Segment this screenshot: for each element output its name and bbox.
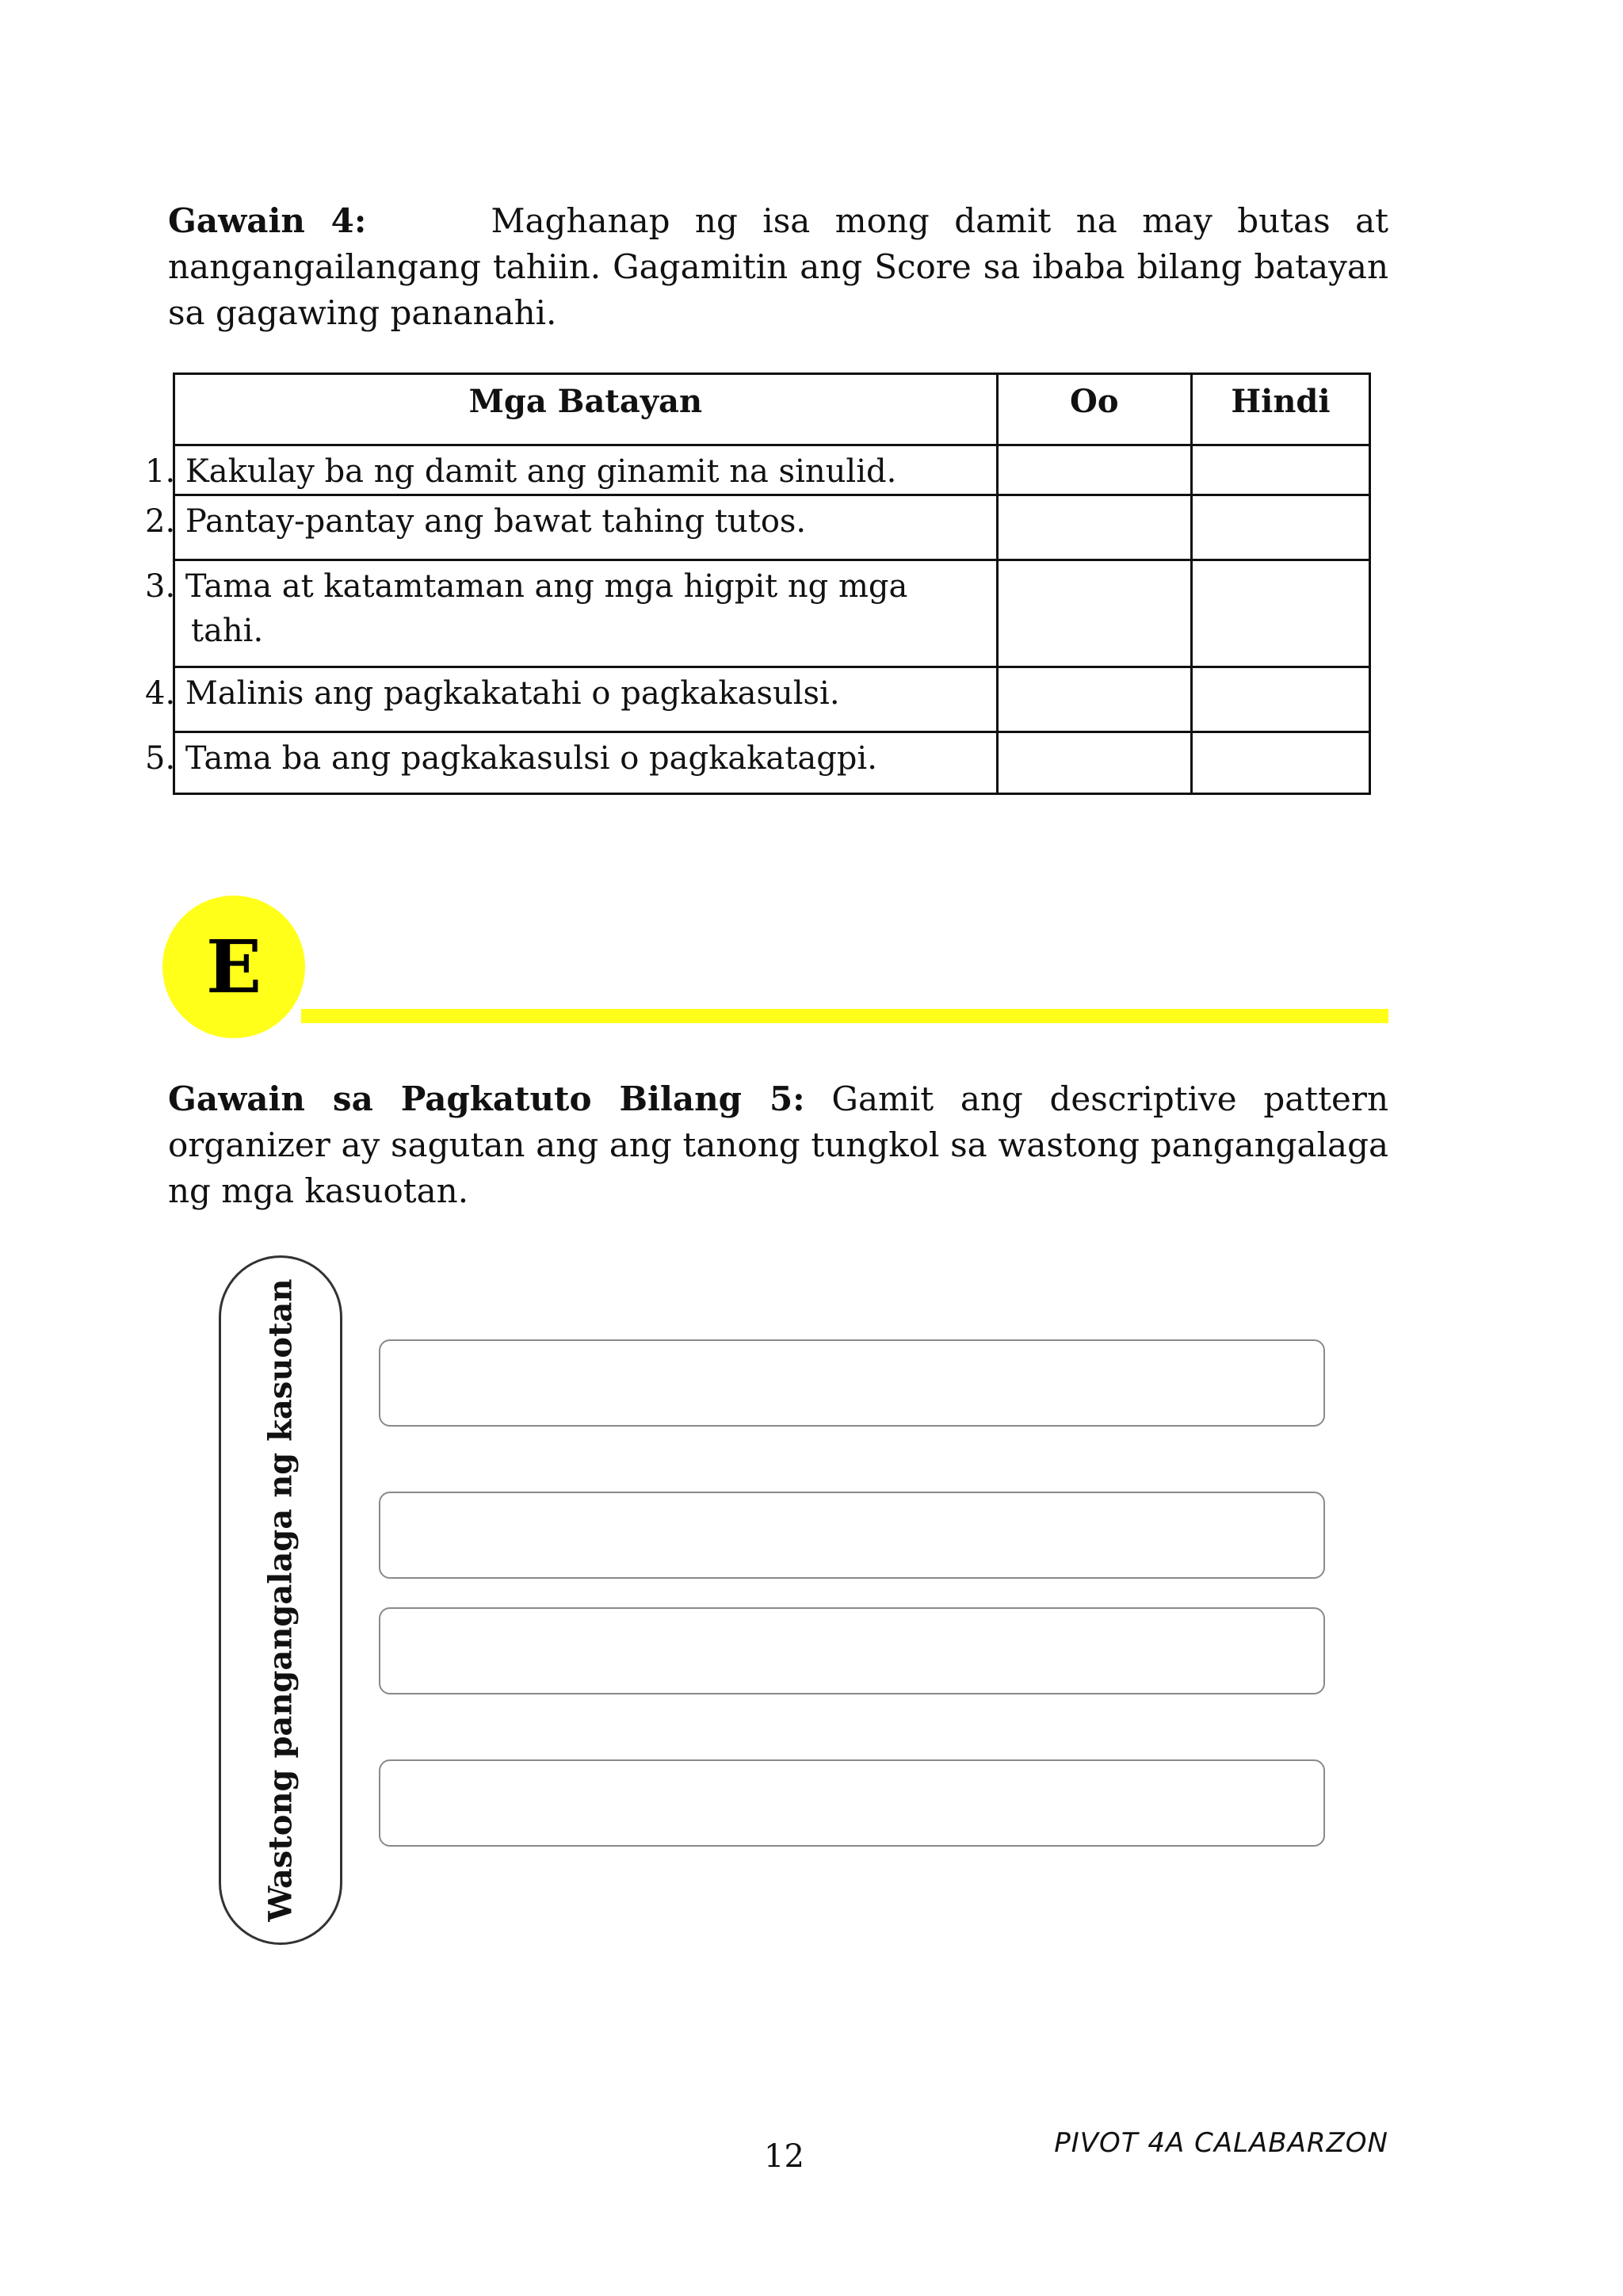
yes-cell-1[interactable] bbox=[997, 445, 1191, 495]
rubric-header-row bbox=[174, 374, 1370, 445]
section-letter-badge bbox=[162, 896, 305, 1038]
answer-box-3[interactable] bbox=[379, 1607, 1325, 1694]
table-row bbox=[174, 560, 1370, 667]
criterion-3: 3. Tama at katamtaman ang mga higpit ng mga tahi. bbox=[174, 560, 998, 667]
table-row bbox=[174, 495, 1370, 560]
activity-5-label: Gawain sa Pagkatuto Bilang 5: bbox=[168, 1079, 805, 1118]
section-letter: E bbox=[205, 924, 262, 1010]
footer-brand: PIVOT 4A CALABARZON bbox=[1054, 2127, 1388, 2159]
criterion-2: 2. Pantay-pantay ang bawat tahing tutos. bbox=[174, 495, 998, 560]
activity-4-instructions bbox=[168, 198, 1388, 336]
yes-cell-4[interactable] bbox=[997, 667, 1191, 732]
table-row bbox=[174, 732, 1370, 794]
no-cell-5[interactable] bbox=[1191, 732, 1369, 794]
answer-box-1[interactable] bbox=[379, 1339, 1325, 1427]
no-cell-2[interactable] bbox=[1191, 495, 1369, 560]
activity-4-text: Maghanap ng isa mong damit na may butas at nangangailangang tahiin. Gagamitin ang Score sa ibaba bilang batayan sa gagawing pananahi. bbox=[168, 201, 1388, 332]
activity-4-label: Gawain 4: bbox=[168, 201, 367, 240]
section-divider bbox=[301, 1009, 1388, 1023]
activity-5-text: Gamit ang descriptive pattern organizer ay sagutan ang ang tanong tungkol sa wastong pangangalaga ng mga kasuotan. bbox=[168, 1079, 1389, 1210]
yes-cell-2[interactable] bbox=[997, 495, 1191, 560]
criterion-1: 1. Kakulay ba ng damit ang ginamit na sinulid. bbox=[174, 445, 998, 495]
table-row bbox=[174, 445, 1370, 495]
table-row bbox=[174, 667, 1370, 732]
answer-box-2[interactable] bbox=[379, 1492, 1325, 1579]
no-cell-3[interactable] bbox=[1191, 560, 1369, 667]
rubric-table bbox=[145, 372, 1371, 795]
header-no: Hindi bbox=[1191, 374, 1369, 445]
no-cell-1[interactable] bbox=[1191, 445, 1369, 495]
criterion-5: 5. Tama ba ang pagkakasulsi o pagkakatagpi. bbox=[174, 732, 998, 794]
yes-cell-5[interactable] bbox=[997, 732, 1191, 794]
header-yes: Oo bbox=[997, 374, 1191, 445]
organizer-topic: Wastong pangangalaga ng kasuotan bbox=[262, 1278, 300, 1922]
yes-cell-3[interactable] bbox=[997, 560, 1191, 667]
answer-box-4[interactable] bbox=[379, 1759, 1325, 1847]
criterion-4: 4. Malinis ang pagkakatahi o pagkakasulsi. bbox=[174, 667, 998, 732]
page-number: 12 bbox=[764, 2138, 804, 2175]
activity-5-instructions bbox=[168, 1076, 1388, 1214]
no-cell-4[interactable] bbox=[1191, 667, 1369, 732]
header-criteria: Mga Batayan bbox=[174, 374, 998, 445]
